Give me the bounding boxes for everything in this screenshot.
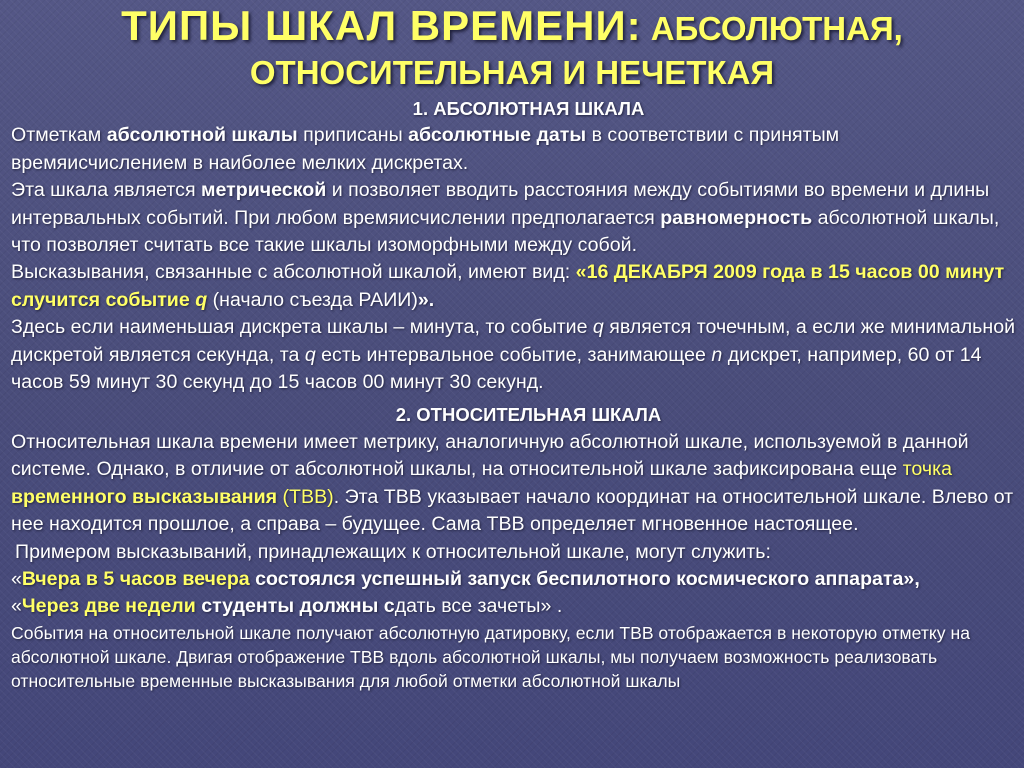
slide-body: [11, 95, 1016, 693]
section1-paragraph-4: [11, 314, 1016, 396]
italic-text: n: [711, 343, 723, 366]
section2-paragraph-1: [11, 429, 1016, 539]
bold-text: состоялся успешный запуск беспилотного космического аппарата»,: [249, 567, 920, 590]
text: . Эта ТВВ указывает начало координат на относительной шкале. Влево от нее находится прошлое, а справа – будущее. Сама ТВВ определяет мгновенное настоящее.: [11, 485, 1014, 536]
slide-title: [0, 2, 1024, 92]
section1-heading: 1. АБСОЛЮТНАЯ ШКАЛА: [412, 98, 645, 119]
text: «: [11, 595, 22, 618]
section2-example-2: [11, 593, 1016, 620]
text: дать все зачеты» .: [394, 595, 563, 618]
highlight-text: временного высказывания: [11, 485, 278, 508]
text: в соответствии с принятым времяисчислением в наиболее мелких дискретах.: [11, 124, 840, 174]
text: дискрет, например, 60 от 14 часов 59 минут 30 секунд до 15 часов 00 минут 30 секунд.: [11, 343, 982, 394]
text: приписаны: [297, 124, 409, 147]
text: Относительная шкала времени имеет метрику, аналогичную абсолютной шкале, используемой в данной системе. Однако, в отличие от абсолютной шкалы, на относительной шкале зафиксирована еще: [11, 430, 969, 481]
section1-paragraph-3: [11, 259, 1016, 314]
text: абсолютной шкалы, что позволяет считать все такие шкалы изоморфными между собой.: [11, 206, 1000, 257]
italic-text: q: [592, 316, 604, 339]
text: есть интервальное событие, занимающее: [315, 343, 712, 366]
highlight-text: q: [195, 288, 208, 311]
section1-paragraph-2: [11, 177, 1016, 259]
text: Эта шкала является: [11, 179, 202, 202]
text: Здесь если наименьшая дискрета шкалы – минута, то событие: [11, 316, 593, 339]
bold-text: ».: [417, 288, 435, 311]
section1-paragraph-1: [11, 122, 1016, 177]
text: и позволяет вводить расстояния между событиями во времени и длины интервальных событий. При любом времяисчислении предполагается: [11, 179, 990, 229]
text: (начало съезда РАИИ): [207, 288, 418, 311]
title-main: ТИПЫ ШКАЛ ВРЕМЕНИ:: [121, 2, 642, 49]
section2-heading: 2. ОТНОСИТЕЛЬНАЯ ШКАЛА: [395, 404, 662, 426]
section2-paragraph-2: Примером высказываний, принадлежащих к относительной шкале, могут служить:: [15, 540, 771, 563]
italic-text: q: [304, 343, 316, 366]
title-sub: АБСОЛЮТНАЯ,: [641, 10, 903, 47]
text: Высказывания, связанные с абсолютной шкалой, имеют вид:: [11, 261, 576, 284]
bold-text: метрической: [201, 179, 327, 202]
bold-text: абсолютной шкалы: [106, 124, 298, 147]
highlight-text: (ТВВ): [277, 485, 334, 508]
title-line-2: ОТНОСИТЕЛЬНАЯ И НЕЧЕТКАЯ: [249, 54, 775, 91]
section2-example-1: [11, 566, 1016, 593]
highlight-text: «16 ДЕКАБРЯ 2009 года в 15 часов 00 минут случится событие: [11, 261, 1005, 311]
highlight-text: Вчера в 5 часов вечера: [21, 567, 250, 590]
title-line-1: [0, 2, 1024, 60]
text: является точечным, а если же минимальной дискретой является секунда, та: [11, 316, 1016, 366]
highlight-text: точка: [902, 458, 952, 481]
text: Отметкам: [11, 124, 107, 147]
highlight-text: Через две недели: [21, 595, 196, 618]
text: «: [11, 567, 22, 590]
bold-text: студенты должны с: [195, 595, 395, 618]
bold-text: абсолютные даты: [408, 124, 587, 147]
bold-text: равномерность: [660, 206, 813, 229]
section2-paragraph-3: События на относительной шкале получают абсолютную датировку, если ТВВ отображается в некоторую отметку на абсолютной шкале. Двигая отображение ТВВ вдоль абсолютной шкалы, мы получаем возможность реализовать относительные временные высказывания для любой отметки абсолютной шкалы: [11, 622, 970, 691]
